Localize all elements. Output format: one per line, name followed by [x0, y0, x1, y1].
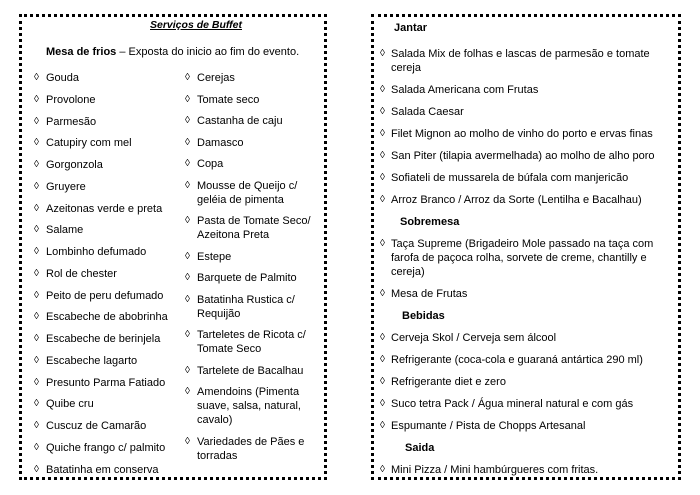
diamond-bullet-icon: ◊ — [34, 311, 39, 323]
menu-item-label: Suco tetra Pack / Água mineral natural e com gás — [391, 398, 634, 410]
cold-item — [34, 115, 184, 129]
cold-item — [34, 158, 184, 172]
drink-item — [380, 375, 680, 389]
diamond-bullet-icon: ◊ — [185, 115, 190, 126]
menu-item-label: Escabeche de berinjela — [46, 333, 161, 345]
cold-item — [34, 267, 184, 281]
menu-item-label: Tarteletes de Ricota c/ Tomate Seco — [197, 329, 306, 355]
menu-item-label: Salada Americana com Frutas — [391, 84, 539, 96]
exit-item — [380, 463, 680, 477]
diamond-bullet-icon: ◊ — [185, 364, 190, 376]
menu-item-label: Catupiry com mel — [46, 137, 132, 150]
diamond-bullet-icon: ◊ — [34, 180, 39, 192]
cold-item — [185, 71, 325, 85]
dinner-item — [380, 193, 680, 207]
menu-item-label: San Piter (tilapia avermelhada) ao molho de alho poro — [391, 150, 655, 162]
drink-item — [380, 331, 680, 345]
menu-item-label: Salame — [46, 224, 84, 237]
menu-item-label: Quibe cru — [46, 398, 94, 411]
cold-item — [34, 376, 184, 390]
diamond-bullet-icon: ◊ — [380, 106, 385, 117]
cold-item — [34, 332, 184, 346]
diamond-bullet-icon: ◊ — [380, 332, 385, 343]
cold-item — [34, 245, 184, 259]
dinner-item — [380, 127, 680, 141]
diamond-bullet-icon: ◊ — [380, 420, 385, 431]
diamond-bullet-icon: ◊ — [380, 128, 385, 139]
diamond-bullet-icon: ◊ — [185, 215, 190, 226]
menu-item-label: Mini Pizza / Mini hambúrgueres com fritas. — [391, 464, 599, 476]
diamond-bullet-icon: ◊ — [185, 158, 190, 169]
cold-item — [34, 202, 184, 216]
diamond-bullet-icon: ◊ — [34, 333, 39, 344]
diamond-bullet-icon: ◊ — [185, 179, 190, 191]
cold-item — [185, 385, 325, 427]
cold-item — [34, 441, 184, 455]
diamond-bullet-icon: ◊ — [34, 420, 39, 431]
menu-item-label: Escabeche de abobrinha — [46, 311, 168, 324]
menu-item-label: Batatinha Rustica c/ Requijão — [197, 293, 295, 320]
dessert-heading: Sobremesa — [400, 216, 460, 228]
diamond-bullet-icon: ◊ — [380, 84, 385, 95]
diamond-bullet-icon: ◊ — [380, 172, 385, 183]
cold-item — [185, 435, 325, 463]
menu-item-label: Variedades de Pães e torradas — [197, 435, 305, 462]
menu-item-label: Provolone — [46, 93, 96, 106]
diamond-bullet-icon: ◊ — [380, 288, 385, 299]
left-menu-panel — [19, 14, 327, 480]
cold-table-column-b — [185, 71, 325, 470]
diamond-bullet-icon: ◊ — [380, 150, 385, 161]
diamond-bullet-icon: ◊ — [185, 93, 190, 105]
cold-item — [185, 271, 325, 285]
right-menu-list — [380, 47, 680, 485]
diamond-bullet-icon: ◊ — [34, 441, 39, 453]
menu-item-label: Azeitonas verde e preta — [46, 202, 163, 215]
cold-item — [185, 136, 325, 150]
cold-item — [185, 293, 325, 321]
diamond-bullet-icon: ◊ — [185, 250, 190, 262]
cold-item — [34, 419, 184, 433]
menu-item-label: Amendoins (Pimenta suave, salsa, natural, cavalo) — [197, 386, 301, 426]
cold-item — [185, 214, 325, 242]
dinner-heading: Jantar — [394, 22, 428, 34]
menu-item-label: Gorgonzola — [46, 159, 103, 171]
diamond-bullet-icon: ◊ — [185, 329, 190, 340]
diamond-bullet-icon: ◊ — [34, 289, 39, 301]
cold-item — [185, 114, 325, 128]
cold-item — [185, 93, 325, 107]
menu-item-label: Sofiateli de mussarela de búfala com manjericão — [391, 172, 629, 184]
menu-title: Serviços de Buffet — [150, 19, 243, 31]
menu-item-label: Refrigerante (coca-cola e guaraná antártica 290 ml) — [391, 354, 643, 366]
dinner-item — [380, 171, 680, 185]
diamond-bullet-icon: ◊ — [185, 72, 190, 83]
menu-item-label: Barquete de Palmito — [197, 272, 297, 284]
menu-item-label: Gouda — [46, 72, 80, 84]
diamond-bullet-icon: ◊ — [34, 246, 39, 257]
dinner-item — [380, 47, 680, 75]
menu-item-label: Cerveja Skol / Cerveja sem álcool — [391, 332, 557, 344]
diamond-bullet-icon: ◊ — [185, 435, 190, 447]
menu-item-label: Salada Caesar — [391, 106, 464, 118]
drink-item — [380, 397, 680, 411]
diamond-bullet-icon: ◊ — [34, 115, 39, 127]
menu-item-label: Gruyere — [46, 180, 86, 193]
cold-item — [34, 223, 184, 237]
diamond-bullet-icon: ◊ — [380, 464, 385, 475]
cold-item — [34, 354, 184, 368]
cold-item — [185, 250, 325, 264]
diamond-bullet-icon: ◊ — [380, 354, 385, 365]
menu-item-label: Tartelete de Bacalhau — [197, 364, 304, 377]
diamond-bullet-icon: ◊ — [34, 376, 39, 388]
diamond-bullet-icon: ◊ — [34, 159, 39, 170]
menu-item-label: Peito de peru defumado — [46, 289, 164, 302]
menu-item-label: Arroz Branco / Arroz da Sorte (Lentilha e Bacalhau) — [391, 194, 642, 206]
cold-item — [34, 93, 184, 107]
dessert-item — [380, 287, 680, 301]
cold-item — [185, 179, 325, 207]
menu-item-label: Pasta de Tomate Seco/ Azeitona Preta — [197, 215, 311, 241]
dinner-item — [380, 105, 680, 119]
menu-item-label: Copa — [197, 158, 224, 170]
cold-item — [34, 71, 184, 85]
diamond-bullet-icon: ◊ — [185, 386, 190, 397]
diamond-bullet-icon: ◊ — [380, 194, 385, 205]
diamond-bullet-icon: ◊ — [34, 72, 39, 83]
diamond-bullet-icon: ◊ — [34, 137, 39, 149]
cold-item — [34, 310, 184, 324]
menu-item-label: Castanha de caju — [197, 115, 283, 127]
right-menu-panel — [371, 14, 681, 480]
menu-item-label: Mesa de Frutas — [391, 288, 468, 300]
diamond-bullet-icon: ◊ — [185, 136, 190, 148]
menu-item-label: Estepe — [197, 250, 232, 263]
menu-item-label: Batatinha em conserva — [46, 463, 159, 476]
cold-table-heading — [46, 46, 299, 58]
cold-table-column-a — [34, 71, 184, 484]
menu-item-label: Taça Supreme (Brigadeiro Mole passado na taça com farofa de paçoca rolha, sorvete de creme, chantilly e cereja) — [391, 238, 654, 278]
cold-item — [34, 180, 184, 194]
diamond-bullet-icon: ◊ — [380, 238, 385, 249]
diamond-bullet-icon: ◊ — [185, 272, 190, 283]
dinner-item — [380, 149, 680, 163]
menu-item-label: Refrigerante diet e zero — [391, 376, 506, 388]
diamond-bullet-icon: ◊ — [34, 202, 39, 214]
dinner-item — [380, 83, 680, 97]
cold-item — [34, 289, 184, 303]
dessert-item — [380, 237, 680, 279]
diamond-bullet-icon: ◊ — [34, 267, 39, 279]
diamond-bullet-icon: ◊ — [34, 93, 39, 105]
diamond-bullet-icon: ◊ — [380, 398, 385, 409]
cold-table-label: Mesa de frios — [46, 46, 117, 58]
cold-item — [185, 157, 325, 171]
menu-item-label: Cerejas — [197, 72, 235, 84]
exit-heading: Saida — [405, 442, 435, 454]
diamond-bullet-icon: ◊ — [185, 293, 190, 305]
diamond-bullet-icon: ◊ — [34, 224, 39, 236]
diamond-bullet-icon: ◊ — [380, 376, 385, 387]
menu-item-label: Filet Mignon ao molho de vinho do porto e ervas finas — [391, 128, 653, 140]
cold-item — [34, 463, 184, 477]
menu-item-label: Quiche frango c/ palmito — [46, 441, 166, 454]
diamond-bullet-icon: ◊ — [34, 398, 39, 410]
cold-item — [34, 397, 184, 411]
menu-item-label: Tomate seco — [197, 93, 260, 106]
drink-item — [380, 353, 680, 367]
menu-item-label: Rol de chester — [46, 267, 117, 280]
menu-item-label: Parmesão — [46, 115, 97, 128]
cold-item — [34, 136, 184, 150]
cold-table-description: – Exposta do inicio ao fim do evento. — [116, 46, 300, 58]
menu-item-label: Lombinho defumado — [46, 246, 147, 258]
drink-item — [380, 419, 680, 433]
diamond-bullet-icon: ◊ — [380, 48, 385, 59]
diamond-bullet-icon: ◊ — [34, 463, 39, 475]
menu-item-label: Espumante / Pista de Chopps Artesanal — [391, 420, 586, 432]
diamond-bullet-icon: ◊ — [34, 354, 39, 366]
menu-item-label: Cuscuz de Camarão — [46, 420, 147, 432]
menu-item-label: Damasco — [197, 136, 244, 149]
menu-item-label: Escabeche lagarto — [46, 354, 138, 367]
menu-item-label: Presunto Parma Fatiado — [46, 376, 166, 389]
drinks-heading: Bebidas — [402, 310, 445, 322]
cold-item — [185, 328, 325, 356]
cold-item — [185, 364, 325, 378]
menu-item-label: Salada Mix de folhas e lascas de parmesão e tomate cereja — [391, 48, 650, 74]
menu-item-label: Mousse de Queijo c/ geléia de pimenta — [197, 179, 298, 206]
